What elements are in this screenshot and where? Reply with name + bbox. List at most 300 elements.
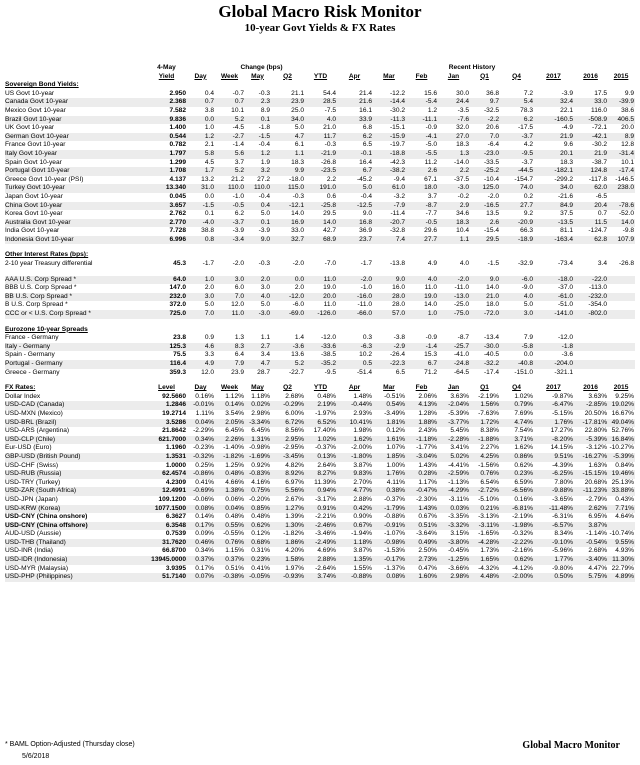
value-cell: -18.0 (534, 276, 574, 285)
value-cell: -3.13% (478, 513, 500, 521)
value-cell: 1.61% (373, 436, 406, 445)
value-cell: 6.0 (234, 284, 244, 292)
value-cell: -126.0 (305, 310, 337, 319)
level-cell: 0.782 (169, 141, 186, 149)
level-cell: 4.137 (169, 175, 186, 183)
column-header: Q2 (283, 384, 292, 392)
value-cell: 2.98% (438, 573, 470, 582)
value-cell: -2.72% (470, 487, 500, 496)
value-cell: 2.3 (245, 98, 271, 107)
value-cell: -9.4 (393, 175, 406, 183)
value-cell: 1.88% (406, 419, 438, 428)
value-cell: 0.31% (251, 547, 270, 555)
value-cell: -15.9 (373, 133, 406, 142)
value-cell: -141.0 (534, 310, 574, 319)
value-cell: -3.35% (448, 513, 470, 521)
row-label: Portugal Govt 10-year (5, 167, 147, 176)
value-cell: 3.87% (353, 461, 373, 469)
level-cell: 13945.0000 (147, 556, 187, 565)
value-cell: 0.34% (187, 436, 215, 445)
column-header-row (5, 73, 635, 82)
value-cell: 2.0 (204, 284, 214, 292)
value-cell: 62.0 (574, 184, 608, 193)
value-cell: -35.2 (305, 360, 337, 369)
level-cell: 7.728 (169, 227, 186, 235)
fx-row (5, 393, 635, 402)
value-cell: 18.0 (406, 184, 438, 193)
value-cell: -2.2 (470, 116, 500, 125)
value-cell: -6.57% (534, 522, 574, 531)
value-cell: -7.7 (425, 210, 438, 218)
value-cell: -4.5 (232, 124, 244, 132)
value-cell: 32.7 (271, 236, 305, 245)
value-cell: -21.9 (305, 150, 337, 159)
value-cell: 16.8 (337, 219, 373, 228)
value-cell: -0.2 (457, 192, 470, 200)
value-cell: 20.1 (534, 150, 574, 159)
value-cell: -6.31% (552, 513, 574, 521)
value-cell: 9.25% (615, 392, 634, 400)
value-cell: 2.0 (294, 284, 304, 292)
value-cell: -151.0 (514, 368, 534, 376)
value-cell: 4.64% (615, 513, 634, 521)
value-cell: 5.0 (523, 301, 534, 309)
value-cell: 1.17% (418, 478, 438, 486)
value-cell: -73.4 (557, 260, 574, 268)
value-cell: -38.7 (592, 158, 608, 166)
value-cell: -25.7 (438, 343, 470, 352)
level-cell: 125.3 (147, 343, 187, 352)
value-cell: 1.97% (285, 564, 304, 572)
value-cell: 2.95% (271, 436, 305, 445)
value-cell: 1.81% (373, 419, 406, 428)
value-cell: 23.7 (337, 236, 373, 245)
value-cell: 24.4 (438, 98, 470, 107)
value-cell: -2.46% (305, 522, 337, 531)
value-cell: 0.4 (245, 202, 271, 211)
fx-label: USD-MYR (Malaysia) (5, 564, 69, 572)
value-cell: -14.0 (453, 158, 470, 166)
table-row (5, 124, 635, 133)
value-cell: 3.63% (588, 392, 608, 400)
value-cell: -30.2 (389, 106, 406, 114)
value-cell: -0.4 (258, 192, 270, 200)
value-cell: -38.2 (373, 167, 406, 176)
value-cell: 28.7 (257, 368, 270, 376)
fx-row (5, 410, 635, 419)
value-cell: 1.73% (480, 547, 500, 555)
value-cell: -10.27% (609, 444, 634, 452)
table-row (5, 159, 635, 168)
fx-label: USD-CHF (Swiss) (5, 461, 59, 469)
value-cell: 5.75% (574, 573, 608, 582)
level-cell: 9.836 (147, 116, 187, 125)
value-cell: 2.0 (245, 276, 271, 285)
value-cell: 4.48% (470, 573, 500, 582)
value-cell: -1.53% (384, 547, 406, 555)
value-cell: 2.6 (406, 167, 438, 176)
value-cell: 5.02% (438, 453, 470, 462)
value-cell: 16.9 (271, 219, 305, 228)
value-cell: -7.5 (324, 106, 337, 114)
spacer-cell (5, 269, 608, 276)
value-cell: 19.0 (323, 284, 337, 292)
value-cell: 28.0 (392, 301, 406, 309)
column-header: Mar (383, 72, 395, 80)
value-cell: -7.9 (373, 202, 406, 211)
value-cell: 406.5 (608, 116, 635, 125)
value-cell: 3.54% (225, 409, 244, 417)
value-cell: 6.54% (480, 478, 500, 486)
value-cell: 11.30% (608, 556, 635, 565)
value-cell: 0.62% (245, 522, 271, 531)
value-cell: -33.5 (483, 158, 500, 166)
value-cell: 16.0 (392, 284, 406, 292)
value-cell: -7.63% (478, 409, 500, 417)
value-cell: -1.65% (478, 530, 500, 538)
level-cell: 359.3 (169, 368, 186, 376)
value-cell: -0.3 (324, 141, 337, 149)
value-cell: 0.25% (195, 461, 214, 469)
value-cell: -2.04% (438, 401, 470, 410)
value-cell: 36.9 (359, 227, 373, 235)
value-cell: 2.43% (418, 427, 438, 435)
value-cell: 3.0 (215, 276, 245, 285)
value-cell: 7.0 (470, 133, 500, 142)
value-cell: 3.7 (427, 192, 438, 200)
fx-row (5, 573, 635, 582)
value-cell: 28.0 (373, 293, 406, 302)
level-cell: 7.582 (169, 106, 186, 114)
column-header: Week (220, 72, 239, 80)
value-cell: 0.1 (245, 116, 271, 125)
value-cell: 20.0 (305, 293, 337, 302)
value-cell: -18.8 (373, 150, 406, 159)
value-cell: 10.2 (359, 351, 373, 359)
fx-label: GBP-USD (British Pound) (5, 453, 147, 462)
value-cell: 107.9 (608, 236, 635, 245)
column-header: Mar (383, 384, 395, 392)
value-cell: -0.98% (249, 444, 270, 452)
value-cell: 0.12% (251, 530, 270, 538)
value-cell: 0.79% (500, 401, 534, 410)
value-cell: 6.2 (337, 133, 373, 142)
value-cell: 6.7 (337, 167, 373, 176)
value-cell: 1.43% (418, 461, 438, 469)
row-label: BBB U.S. Corp Spread * (5, 284, 77, 292)
value-cell: 0.54% (373, 401, 406, 410)
column-header: 2016 (583, 72, 598, 80)
value-cell: 2.68% (588, 547, 608, 555)
value-cell: 1.7 (187, 167, 215, 176)
value-cell: 0.41% (195, 478, 214, 486)
value-cell (608, 334, 635, 343)
column-header: 2016 (583, 384, 598, 392)
fx-row (5, 487, 635, 496)
value-cell: 0.09% (195, 530, 214, 538)
value-cell: -13.0 (438, 293, 470, 302)
value-cell: 1.60% (406, 573, 438, 582)
value-cell: -2.0 (337, 276, 373, 285)
value-cell: -0.83% (245, 470, 271, 479)
column-header: Q1 (480, 384, 489, 392)
value-cell: 10.1 (621, 158, 634, 166)
value-cell: 1.15% (225, 547, 244, 555)
value-cell: -146.5 (615, 175, 634, 183)
value-cell: -10.4 (483, 175, 500, 183)
value-cell: 4.6 (187, 343, 215, 352)
value-cell: -1.56% (478, 461, 500, 469)
value-cell: -3.7 (500, 133, 534, 142)
value-cell: 0.0 (187, 116, 215, 125)
value-cell: 1.18% (251, 392, 270, 400)
value-cell: -1.82% (215, 453, 245, 462)
value-cell: -3.46% (315, 530, 337, 538)
column-header: May (251, 72, 264, 80)
value-cell: -182.1 (534, 167, 574, 176)
value-cell: 0.14% (195, 513, 214, 521)
level-cell: 1.400 (169, 124, 186, 132)
value-cell: -26.8 (320, 158, 337, 166)
fx-row (5, 436, 635, 445)
value-cell: 5.0 (204, 301, 214, 309)
value-cell: 8.38% (480, 427, 500, 435)
value-cell: 1.28% (418, 409, 438, 417)
value-cell: -0.01% (187, 401, 215, 410)
value-cell: -3.0 (438, 184, 470, 193)
row-label: 2-10 year Treasury differential (5, 260, 93, 268)
value-cell: 6.5 (395, 368, 406, 376)
value-cell: -11.3 (373, 116, 406, 125)
value-cell: -39.9 (608, 98, 635, 107)
value-cell: 9.7 (470, 98, 500, 107)
value-cell: 9.0 (245, 236, 271, 245)
column-header: Jan (447, 384, 460, 392)
value-cell: 5.0 (294, 124, 304, 132)
value-cell: 4.7 (245, 360, 271, 369)
value-cell: -38.5 (320, 351, 337, 359)
value-cell: 2.06% (418, 392, 438, 400)
value-cell (574, 369, 608, 378)
value-cell: -72.0 (470, 310, 500, 319)
value-cell: 13.6 (291, 351, 304, 359)
row-label: Greece Govt 10-year (PSI) (5, 175, 84, 183)
fx-label: USD-KRW (Korea) (5, 505, 147, 514)
value-cell: -1.7 (360, 260, 373, 268)
value-cell: 42.7 (323, 227, 337, 235)
value-cell: -113.0 (588, 284, 608, 292)
value-cell: 1.98% (353, 427, 373, 435)
level-cell: 2.762 (169, 210, 186, 218)
value-cell: 3.7 (234, 158, 244, 166)
value-cell: 18.3 (560, 158, 574, 166)
spacer-cell (5, 377, 608, 384)
value-cell: -15.15% (574, 470, 608, 479)
value-cell: -2.0 (487, 192, 500, 200)
value-cell: -1.8 (534, 343, 574, 352)
value-cell: 0.04% (215, 505, 245, 514)
value-cell: 32.0 (456, 124, 470, 132)
value-cell: 0.48% (215, 470, 245, 479)
level-cell: 45.3 (173, 260, 186, 268)
value-cell: 110.0 (215, 184, 245, 193)
value-cell: 1.25% (225, 461, 244, 469)
table-row (5, 284, 635, 293)
value-cell: 0.67% (418, 513, 438, 521)
value-cell: 0.08% (373, 573, 406, 582)
value-cell (574, 334, 608, 343)
level-cell: 0.7539 (165, 530, 186, 538)
fx-label: Eur-USD (Euro) (5, 444, 52, 452)
value-cell: -1.94% (351, 530, 373, 538)
value-cell: 2.73% (406, 556, 438, 565)
value-cell: 0.5 (337, 360, 373, 369)
value-cell: 3.15% (450, 530, 470, 538)
value-cell: 19.02% (608, 401, 635, 410)
value-cell: 5.2 (215, 116, 245, 125)
value-cell: 5.6 (215, 150, 245, 159)
value-cell: -3.45% (271, 453, 305, 462)
value-cell: -4.28% (470, 539, 500, 548)
value-cell: 6.52% (305, 419, 337, 428)
value-cell: 27.0 (438, 133, 470, 142)
footnote: * BAML Option-Adjusted (Thursday close) (5, 741, 135, 748)
column-header: Apr (348, 384, 361, 392)
value-cell: 0.23% (245, 556, 271, 565)
value-cell: 1.02% (514, 392, 534, 400)
value-cell: -21.6 (557, 192, 574, 200)
value-cell: 18.3 (456, 141, 470, 149)
table-row (5, 293, 635, 302)
value-cell: 0.94% (305, 487, 337, 496)
value-cell: -6.81% (500, 505, 534, 514)
value-cell: 0.42% (337, 505, 373, 514)
value-cell: -4.29% (438, 487, 470, 496)
value-cell: -4.39% (552, 461, 574, 469)
value-cell: 3.4 (597, 260, 608, 268)
value-cell: -8.20% (534, 436, 574, 445)
column-header: Q4 (512, 72, 521, 80)
value-cell: -26.8 (618, 260, 634, 268)
value-cell: 1.76% (534, 419, 574, 428)
value-cell: -12.5 (337, 202, 373, 211)
value-cell: 81.1 (560, 227, 574, 235)
value-cell: 6.97% (285, 478, 304, 486)
value-cell: 0.7 (187, 98, 215, 107)
value-cell: 4.0 (305, 116, 337, 125)
value-cell: 0.16% (514, 495, 534, 503)
value-cell: 33.0 (291, 227, 304, 235)
value-cell: 54.4 (323, 89, 337, 97)
value-cell: -11.4 (390, 210, 406, 218)
spacer-row (5, 319, 635, 326)
value-cell: -3.8 (393, 334, 406, 342)
value-cell: 3.4 (260, 351, 270, 359)
row-label: France Govt 10-year (5, 141, 66, 149)
value-cell: 15.3 (424, 351, 438, 359)
fx-row (5, 505, 635, 514)
value-cell: -0.37% (384, 495, 406, 503)
level-cell: 1.3531 (147, 453, 187, 462)
value-cell: 116.0 (591, 106, 608, 114)
level-cell: 13.340 (147, 184, 187, 193)
value-cell: -508.9 (574, 116, 608, 125)
value-cell: -19.7 (389, 141, 406, 149)
value-cell: -11.0 (454, 284, 470, 292)
value-cell (574, 343, 608, 352)
column-header: 2017 (546, 72, 561, 80)
value-cell: -37.0 (557, 284, 574, 292)
value-cell: 0.17% (187, 522, 215, 531)
level-cell: 4.2309 (165, 478, 186, 486)
fx-label: USD-BRL (Brazil) (5, 419, 147, 428)
level-cell: 109.1200 (158, 495, 186, 503)
value-cell: -6.3 (337, 343, 373, 352)
value-cell: 12.0 (201, 368, 214, 376)
value-cell: -3.04% (406, 453, 438, 462)
value-cell: 34.0 (271, 116, 305, 125)
value-cell: 0.43% (615, 495, 634, 503)
value-cell: -9.88% (534, 487, 574, 496)
fx-label: Dollar Index (5, 392, 41, 400)
fx-label: USD-RUB (Russia) (5, 470, 147, 479)
value-cell: 84.9 (534, 202, 574, 211)
value-cell: 9.0 (470, 276, 500, 285)
value-cell: 2.9 (438, 202, 470, 211)
level-cell: 1.1960 (165, 444, 186, 452)
value-cell: 7.9 (523, 334, 534, 342)
value-cell: -0.5 (215, 202, 245, 211)
value-cell: 3.0 (187, 293, 215, 302)
value-cell: 14.15% (550, 444, 574, 452)
value-cell: 6.7 (406, 360, 438, 369)
level-cell: 1077.1500 (147, 505, 187, 514)
value-cell: 6.5 (362, 141, 373, 149)
column-header: 2015 (613, 72, 629, 80)
level-cell: 66.8700 (162, 547, 186, 555)
value-cell: -7.0 (324, 260, 337, 268)
fx-row (5, 522, 635, 531)
value-cell: 2.05% (215, 419, 245, 428)
value-cell: -5.8 (500, 343, 534, 352)
value-cell: -0.06% (193, 495, 214, 503)
value-cell: 2.7 (245, 343, 271, 352)
level-cell: 725.0 (147, 310, 187, 319)
value-cell: 2.2 (438, 167, 470, 176)
value-cell: -0.7 (232, 89, 244, 97)
history-header: Recent History (448, 64, 496, 71)
value-cell: 5.8 (187, 150, 215, 159)
table-row (5, 360, 635, 369)
value-cell: 1.0 (187, 276, 215, 285)
value-cell: -72.1 (592, 124, 608, 132)
value-cell: -16.27% (574, 453, 608, 462)
fx-row (5, 462, 635, 471)
value-cell: 23.9 (231, 368, 244, 376)
value-cell: 1.2 (245, 150, 271, 159)
table-row (5, 184, 635, 193)
level-cell: 0.045 (169, 192, 186, 200)
value-cell: 20.68% (584, 478, 608, 486)
value-cell: 0.68% (245, 539, 271, 548)
value-cell: 7.71% (608, 505, 635, 514)
value-cell: 191.0 (305, 184, 337, 193)
value-cell: 16.67% (611, 409, 634, 417)
table-row (5, 260, 635, 269)
value-cell: -2.7 (215, 133, 245, 142)
value-cell: -3.34% (245, 419, 271, 428)
value-cell: -16.5 (470, 202, 500, 211)
